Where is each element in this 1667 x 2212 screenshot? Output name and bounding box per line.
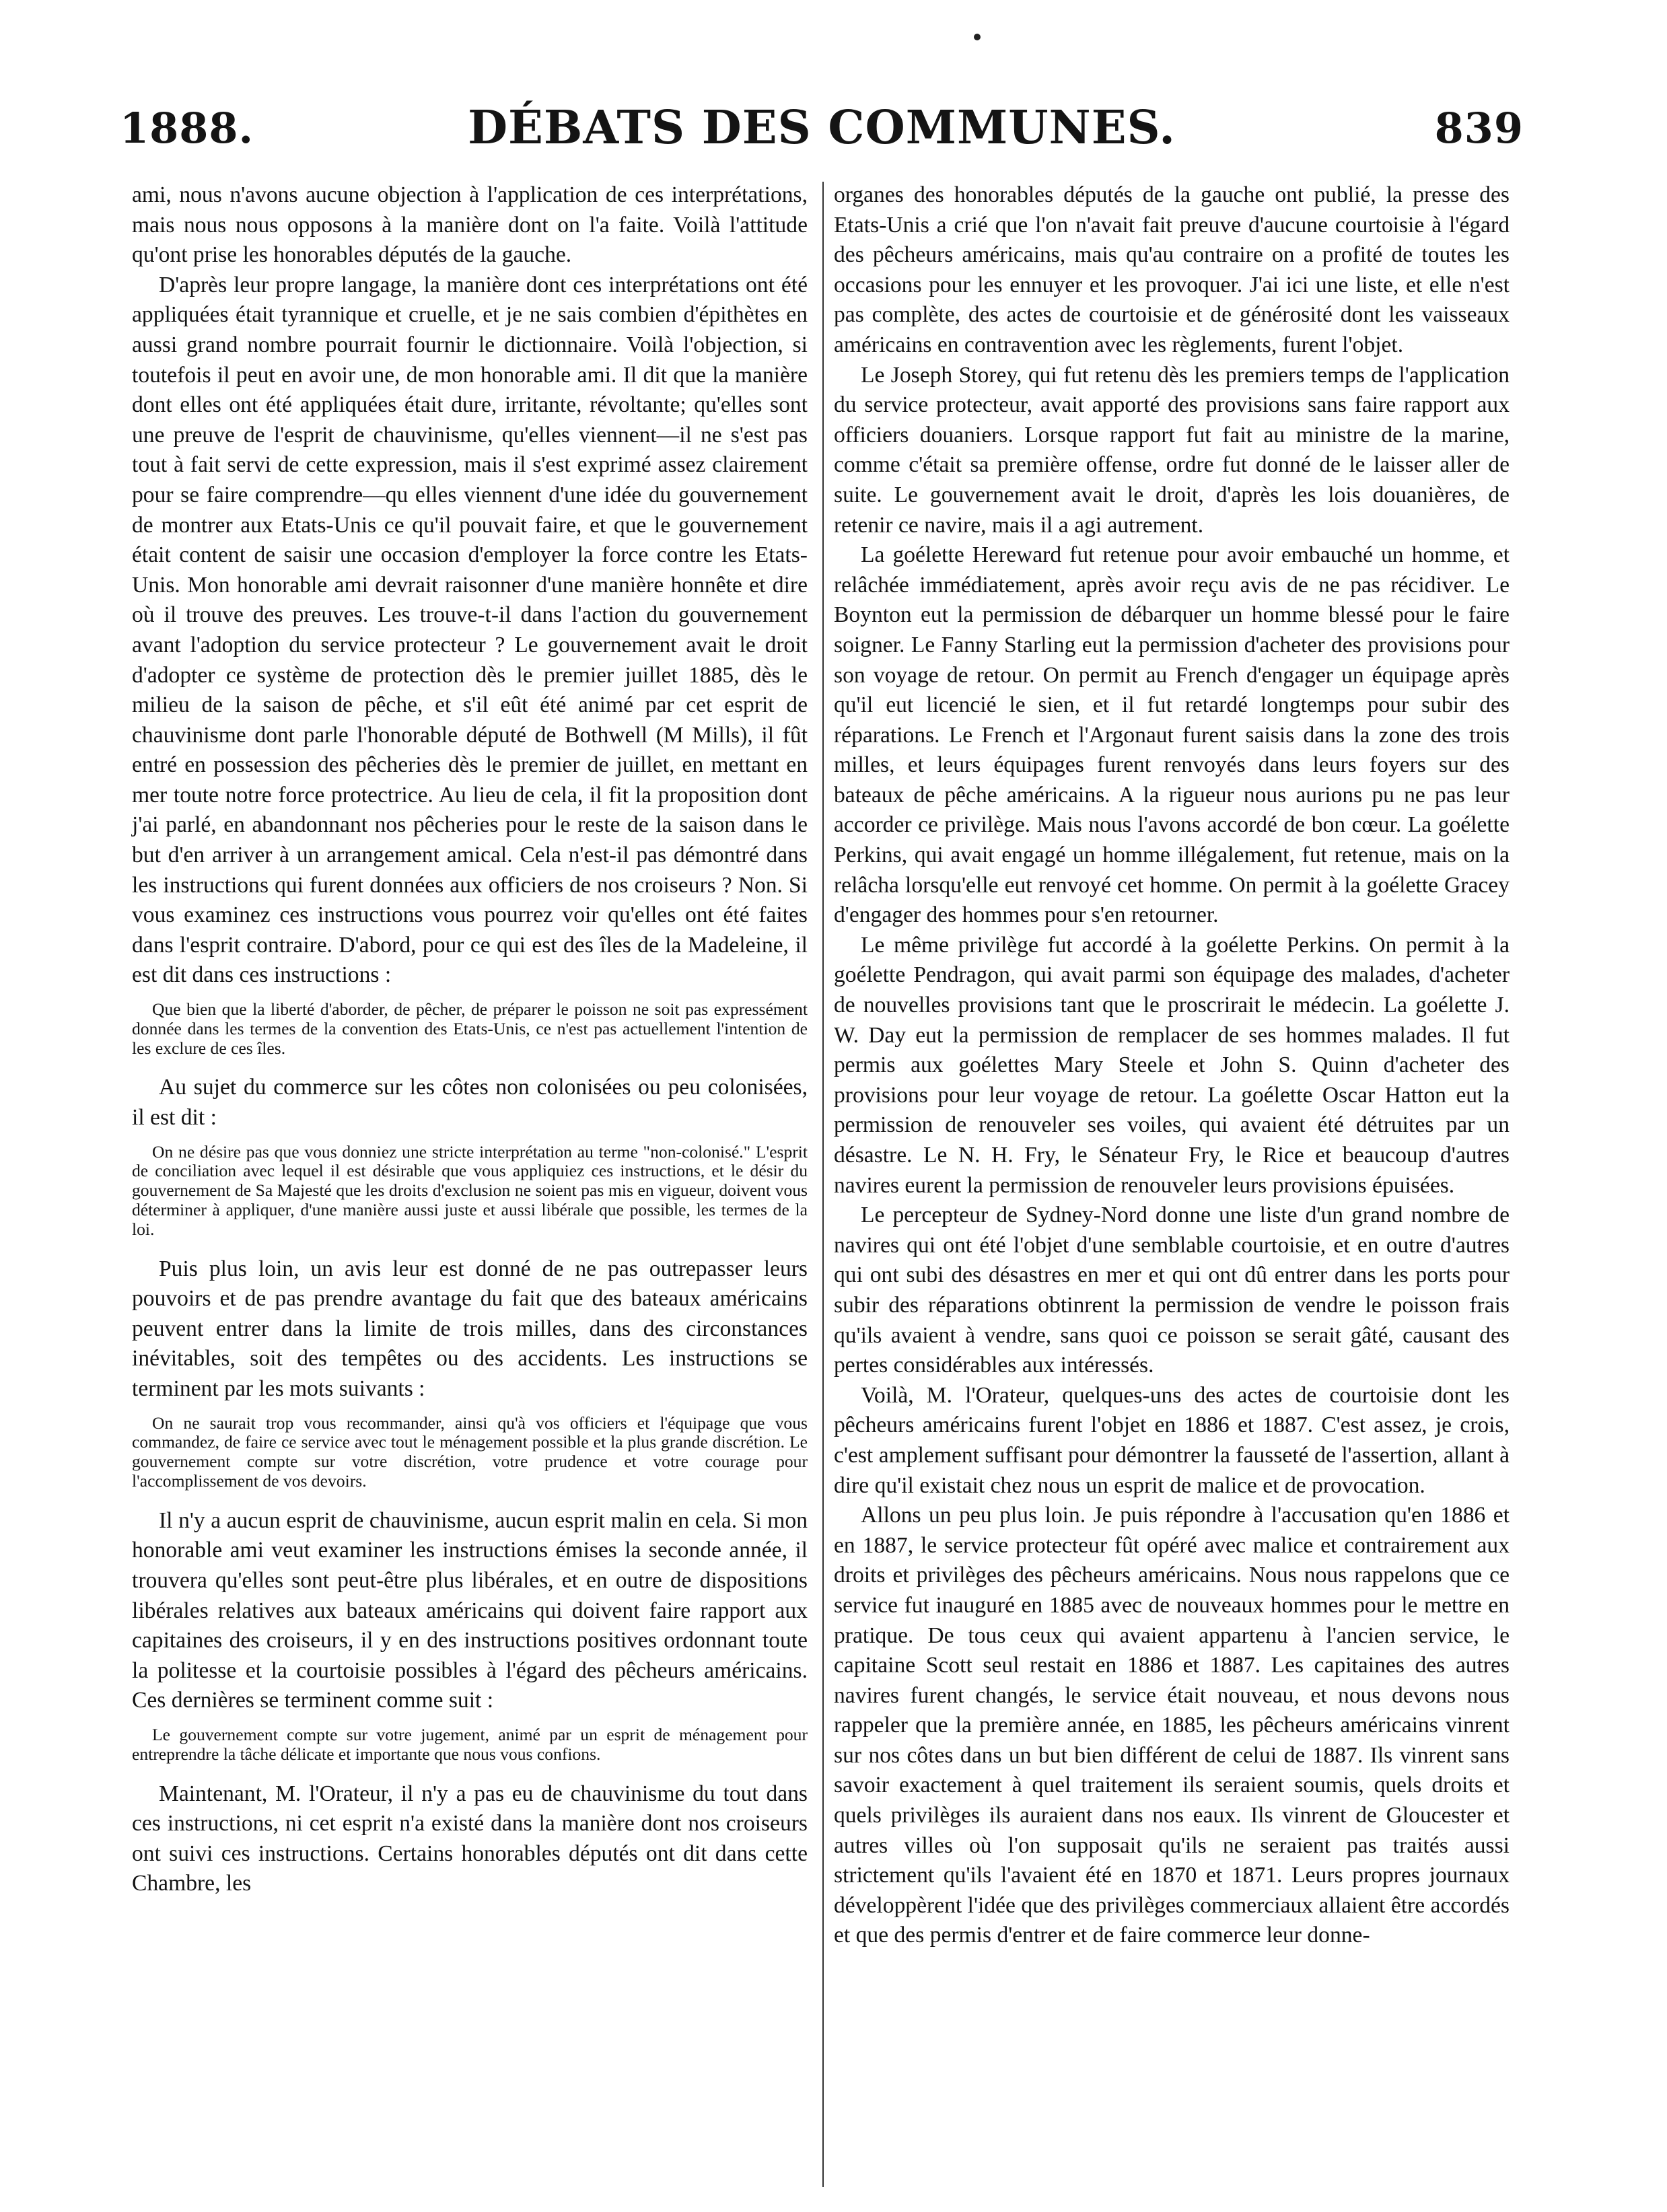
- paragraph: organes des honorables députés de la gauche ont publié, la presse des Etats-Unis a crié que l'on n'avait fait preuve d'aucune courtoisie à l'égard des pêcheurs américains, mais qu'au contraire on a profité de toutes les occasions pour les ennuyer et les provoquer. J'ai ici une liste, et elle n'est pas complète, des actes de courtoisie et de générosité dont les vaisseaux américains en contravention avec les règlements, furent l'objet.: [834, 182, 1510, 357]
- paragraph: Allons un peu plus loin. Je puis répondre à l'accusation qu'en 1886 et en 1887, le service protecteur fût opéré avec malice et contrairement aux droits et privilèges des pêcheurs américains. Nous nous rappelons que ce service fut inauguré en 1885 avec de nouveaux hommes pour le mettre en pratique. De tous ceux qui avaient appartenu à l'ancien service, le capitaine Scott seul restait en 1886 et 1887. Les capitaines des autres navires furent changés, le service était nouveau, et nous devons nous rappeler que la première année, en 1885, les pêcheurs américains vinrent sur nos côtes dans un but bien différent de celui de 1887. Ils vinrent sans savoir exactement à quel traitement ils seraient soumis, quels droits et quels privilèges ils auraient dans nos eaux. Ils vinrent de Gloucester et autres villes où l'on supposait qu'ils ne seraient pas traités aussi strictement qu'ils l'avaient été en 1870 et 1871. Leurs propres journaux développèrent l'idée que des privilèges commerciaux allaient être accordés et que des permis d'entrer et de faire commerce leur donne-: [834, 1503, 1510, 1948]
- paragraph: Puis plus loin, un avis leur est donné de ne pas outrepasser leurs pouvoirs et de pas prendre avantage du fait que des bateaux américains peuvent entrer dans la limite de trois milles, dans des circonstances inévitables, soit des tempêtes ou des accidents. Les instructions se terminent par les mots suivants :: [132, 1256, 808, 1401]
- page-header: [120, 101, 1524, 162]
- paragraph: ami, nous n'avons aucune objection à l'application de ces interprétations, mais nous nous opposons à la manière dont on l'a faite. Voilà l'attitude qu'ont prise les honorables députés de la gauche.: [132, 182, 808, 268]
- paragraph: Au sujet du commerce sur les côtes non colonisées ou peu colonisées, il est dit :: [132, 1075, 808, 1131]
- paragraph: Voilà, M. l'Orateur, quelques-uns des actes de courtoisie dont les pêcheurs américains furent l'objet en 1886 et 1887. C'est assez, je crois, c'est amplement suffisant pour démontrer la fausseté de l'assertion, allant à dire qu'il existait chez nous un esprit de malice et de provocation.: [834, 1382, 1510, 1498]
- right-column: [834, 180, 1510, 1951]
- quoted-excerpt: On ne désire pas que vous donniez une stricte interprétation au terme "non-colonisé." L'esprit de conciliation avec lequel il est désirable que vous appliquiez ces instructions, et le désir du gouvernement de Sa Majesté que les droits d'exclusion ne soient pas mis en vigueur, doivent vous déterminer à appliquer, d'une manière aussi juste et aussi libérale que possible, les termes de la loi.: [132, 1141, 808, 1239]
- column-divider: [822, 182, 824, 2187]
- paragraph: Le même privilège fut accordé à la goélette Perkins. On permit à la goélette Pendragon, qui avait parmi son équipage des malades, d'acheter de nouvelles provisions tant que le proscrirait le médecin. La goélette J. W. Day eut la permission de remplacer de ses hommes malades. Il fut permis aux goélettes Mary Steele et John S. Quinn d'acheter des provisions pour leur voyage de retour. La goélette Oscar Hatton eut la permission de renouveler ses voiles, qui avaient été détruites par un désastre. Le N. H. Fry, le Sénateur Fry, le Rice et beaucoup d'autres navires eurent la permission de renouveler leurs provisions épuisées.: [834, 932, 1510, 1198]
- paragraph: La goélette Hereward fut retenue pour avoir embauché un homme, et relâchée immédiatement, après avoir reçu avis de ne pas récidiver. Le Boynton eut la permission de débarquer un homme blessé pour le faire soigner. Le Fanny Starling eut la permission d'acheter des provisions pour son voyage de retour. On permit au French d'engager un équipage après qu'il eut licencié le sien, et il fut retardé longtemps pour subir des réparations. Le French et l'Argonaut furent saisis dans la zone des trois milles, et leurs équipages furent renvoyés dans leurs foyers sur des bateaux de pêche américains. A la rigueur nous aurions pu ne pas leur accorder ce privilège. Mais nous l'avons accordé de bon cœur. La goélette Perkins, qui avait engagé un homme illégalement, fut retenue, mais on la relâcha lorsqu'elle eut renvoyé cet homme. On permit à la goélette Gracey d'engager des hommes pour s'en retourner.: [834, 542, 1510, 928]
- print-mark: [974, 34, 981, 40]
- paragraph: Maintenant, M. l'Orateur, il n'y a pas eu de chauvinisme du tout dans ces instructions, ni cet esprit n'a existé dans la manière dont nos croiseurs ont suivi ces instructions. Certains honorables députés ont dit dans cette Chambre, les: [132, 1781, 808, 1896]
- left-column: [132, 180, 808, 1899]
- paragraph: Le Joseph Storey, qui fut retenu dès les premiers temps de l'application du service protecteur, avait apporté des provisions sans faire rapport aux officiers douaniers. Lorsque rapport fut fait au ministre de la marine, comme c'était sa première offense, ordre fut donné de le laisser aller de suite. Le gouvernement avait le droit, d'après les lois douanières, de retenir ce navire, mais il a agi autrement.: [834, 362, 1510, 538]
- paragraph: D'après leur propre langage, la manière dont ces interprétations ont été appliquées était tyrannique et cruelle, et je ne sais combien d'épithètes en aussi grand nombre pourrait fournir le dictionnaire. Voilà l'objection, si toutefois il peut en avoir une, de mon honorable ami. Il dit que la manière dont elles ont été appliquées était dure, irritante, révoltante; qu'elles sont une preuve de l'esprit de chauvinisme, qu'elles viennent—il ne s'est pas tout à fait servi de cette expression, mais il s'est exprimé assez clairement pour se faire comprendre—qu elles viennent d'une idée du gouvernement de montrer aux Etats-Unis ce qu'il pouvait faire, et que le gouvernement était content de saisir une occasion d'employer la force contre les Etats-Unis. Mon honorable ami devrait raisonner d'une manière honnête et dire où il trouve des preuves. Les trouve-t-il dans l'action du gouvernement avant l'adoption du service protecteur ? Le gouvernement avait le droit d'adopter ce système de protection dès le premier juillet 1885, dès le milieu de la saison de pêche, et s'il eût été animé par cet esprit de chauvinisme dont parle l'honorable député de Bothwell (M Mills), il fût entré en possession des pêcheries dès le premier de juillet, en mettant en mer toute notre force protectrice. Au lieu de cela, il fit la proposition dont j'ai parlé, en abandonnant nos pêcheries pour le reste de la saison dans le but d'en arriver à un arrangement amical. Cela n'est-il pas démontré dans les instructions qui furent données aux officiers de nos croiseurs ? Non. Si vous examinez ces instructions vous pourrez voir qu'elles ont été faites dans l'esprit contraire. D'abord, pour ce qui est des îles de la Madeleine, il est dit dans ces instructions :: [132, 272, 808, 988]
- header-year: 1888.: [120, 104, 254, 153]
- page-title: DÉBATS DES COMMUNES.: [468, 101, 1176, 155]
- paragraph: Il n'y a aucun esprit de chauvinisme, aucun esprit malin en cela. Si mon honorable ami veut examiner les instructions émises la seconde année, il trouvera qu'elles sont peut-être plus libérales, et en outre de dispositions libérales relatives aux bateaux américains qui doivent faire rapport aux capitaines des croiseurs, il y en des instructions positives ordonnant toute la politesse et la courtoisie possibles à l'égard des pêcheurs américains. Ces dernières se terminent comme suit :: [132, 1507, 808, 1713]
- quoted-excerpt: Que bien que la liberté d'aborder, de pêcher, de préparer le poisson ne soit pas expressément donnée dans les termes de la convention des Etats-Unis, ce n'est pas actuellement l'intention de les exclure de ces îles.: [132, 999, 808, 1058]
- quoted-excerpt: Le gouvernement compte sur votre jugement, animé par un esprit de ménagement pour entreprendre la tâche délicate et importante que nous vous confions.: [132, 1724, 808, 1764]
- paragraph: Le percepteur de Sydney-Nord donne une liste d'un grand nombre de navires qui ont été l'objet d'une semblable courtoisie, et en outre d'autres qui ont subi des désastres en mer et qui ont dû entrer dans les ports pour subir des réparations obtinrent la permission de vendre le poisson frais qu'ils avaient à vendre, sans quoi ce poisson se serait gâté, causant des pertes considérables aux intéressés.: [834, 1203, 1510, 1378]
- page-number: 839: [1434, 104, 1524, 153]
- quoted-excerpt: On ne saurait trop vous recommander, ainsi qu'à vos officiers et l'équipage que vous commandez, de faire ce service avec tout le ménagement possible et la plus grande discrétion. Le gouvernement compte sur votre discrétion, votre prudence et votre courage pour l'accomplissement de vos devoirs.: [132, 1413, 808, 1491]
